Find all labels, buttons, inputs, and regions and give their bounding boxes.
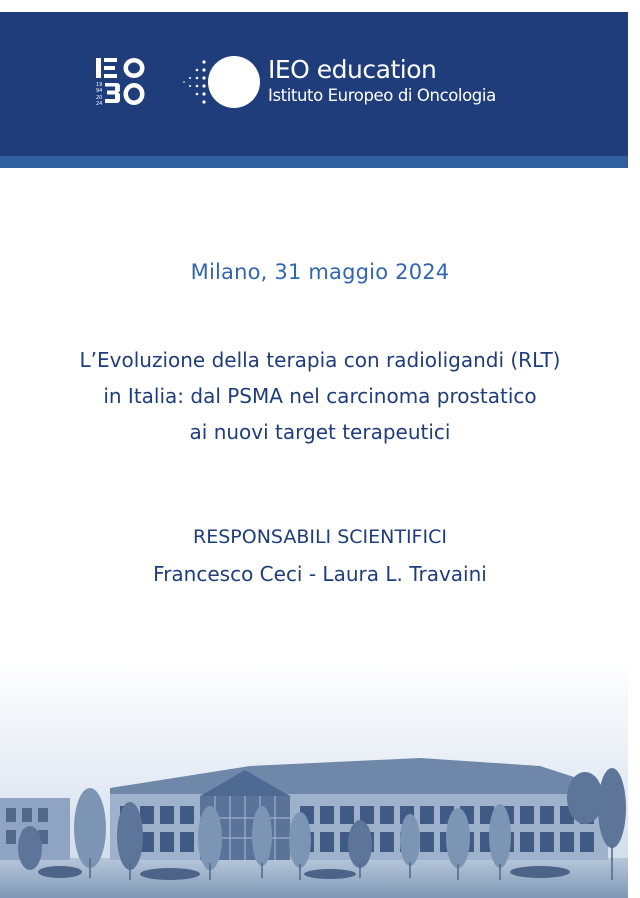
building-photo — [0, 658, 628, 898]
svg-text:20: 20 — [96, 95, 103, 101]
svg-text:94: 94 — [96, 88, 103, 94]
brand-name: IEO education — [268, 55, 437, 84]
brand-subtitle: Istituto Europeo di Oncologia — [268, 86, 496, 105]
event-title-line: L’Evoluzione della terapia con radioligandi (RLT) — [79, 348, 561, 372]
svg-text:19: 19 — [96, 82, 103, 88]
event-title-line: in Italia: dal PSMA nel carcinoma prostatico — [103, 384, 537, 408]
ieo-30-logo — [96, 57, 158, 109]
event-title — [0, 342, 640, 450]
svg-text:24: 24 — [96, 101, 103, 107]
event-title-line: ai nuovi target terapeutici — [189, 420, 451, 444]
header-stripe — [0, 156, 628, 168]
header-banner — [0, 12, 628, 156]
ieo-education-dots-circle-logo — [182, 52, 262, 112]
responsabili-names: Francesco Ceci - Laura L. Travaini — [153, 562, 487, 586]
responsabili-heading: RESPONSABILI SCIENTIFICI — [193, 526, 447, 548]
event-date: Milano, 31 maggio 2024 — [190, 260, 450, 284]
